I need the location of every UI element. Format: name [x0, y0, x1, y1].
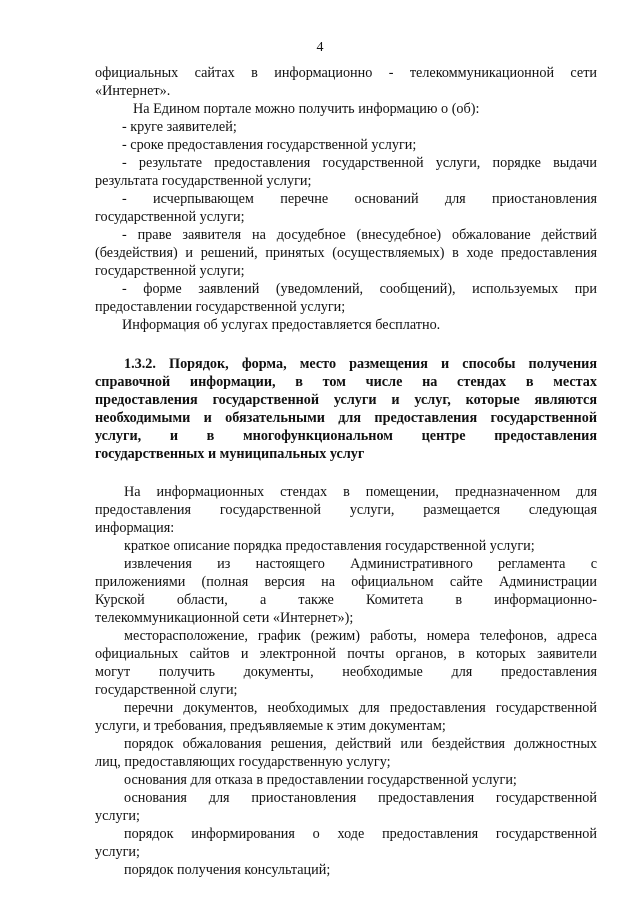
- section-heading: услуги, и в многофункциональном центре предоставления: [95, 428, 597, 444]
- text-line: государственной слуги;: [95, 682, 238, 698]
- text-line: Информация об услугах предоставляется бесплатно.: [122, 317, 441, 333]
- section-heading: необходимыми и обязательными для предоставления государственной: [95, 410, 597, 426]
- page-number: 4: [316, 40, 324, 55]
- list-item: основания для приостановления предоставления государственной: [124, 790, 597, 806]
- list-item: - форме заявлений (уведомлений, сообщений), используемых при: [122, 281, 597, 297]
- text-line: услуги;: [95, 844, 140, 860]
- text-line: могут получить документы, необходимые для предоставления: [95, 664, 597, 680]
- list-item: порядок получения консультаций;: [124, 862, 331, 878]
- list-item: - результате предоставления государственной услуги, порядке выдачи: [122, 155, 597, 171]
- text-line: На информационных стендах в помещении, предназначенном для: [124, 484, 597, 500]
- list-item: перечни документов, необходимых для предоставления государственной: [124, 700, 597, 716]
- section-heading: государственных и муниципальных услуг: [95, 446, 365, 462]
- text-line: государственной услуги;: [95, 263, 245, 279]
- text-line: На Едином портале можно получить информацию о (об):: [133, 101, 480, 117]
- list-item: месторасположение, график (режим) работы, номера телефонов, адреса: [124, 628, 597, 644]
- list-item: порядок информирования о ходе предоставления государственной: [124, 826, 597, 842]
- section-heading: справочной информации, в том числе на стендах в местах: [95, 374, 597, 390]
- list-item: краткое описание порядка предоставления государственной услуги;: [124, 538, 535, 554]
- section-heading: 1.3.2. Порядок, форма, место размещения и способы получения: [124, 356, 597, 372]
- section-heading: предоставления государственной услуги и услуг, которые являются: [95, 392, 597, 408]
- list-item: извлечения из настоящего Административного регламента с: [124, 556, 597, 572]
- text-line: приложениями (полная версия на официальном сайте Администрации: [95, 574, 597, 590]
- text-line: официальных сайтов и электронной почты органов, в которых заявители: [95, 646, 597, 662]
- text-line: телекоммуникационной сети «Интернет»);: [95, 610, 354, 626]
- text-line: лиц, предоставляющих государственную услугу;: [95, 754, 391, 770]
- list-item: - праве заявителя на досудебное (внесудебное) обжалование действий: [122, 227, 597, 243]
- list-item: основания для отказа в предоставлении государственной услуги;: [124, 772, 517, 788]
- text-line: информация:: [95, 520, 175, 536]
- text-line: Курской области, а также Комитета в информационно-: [95, 592, 597, 608]
- list-item: - сроке предоставления государственной услуги;: [122, 137, 417, 153]
- text-line: результата государственной услуги;: [95, 173, 312, 189]
- text-line: предоставлении государственной услуги;: [95, 299, 346, 315]
- list-item: порядок обжалования решения, действий или бездействия должностных: [124, 736, 597, 752]
- list-item: - исчерпывающем перечне оснований для приостановления: [122, 191, 597, 207]
- text-line: официальных сайтах в информационно - телекоммуникационной сети: [95, 65, 597, 81]
- text-line: услуги, и требования, предъявляемые к этим документам;: [95, 718, 446, 734]
- text-line: услуги;: [95, 808, 140, 824]
- list-item: - круге заявителей;: [122, 119, 237, 135]
- text-line: государственной услуги;: [95, 209, 245, 225]
- text-line: предоставления государственной услуги, размещается следующая: [95, 502, 597, 518]
- text-line: (бездействия) и решений, принятых (осуществляемых) в ходе предоставления: [95, 245, 597, 261]
- text-line: «Интернет».: [95, 83, 171, 99]
